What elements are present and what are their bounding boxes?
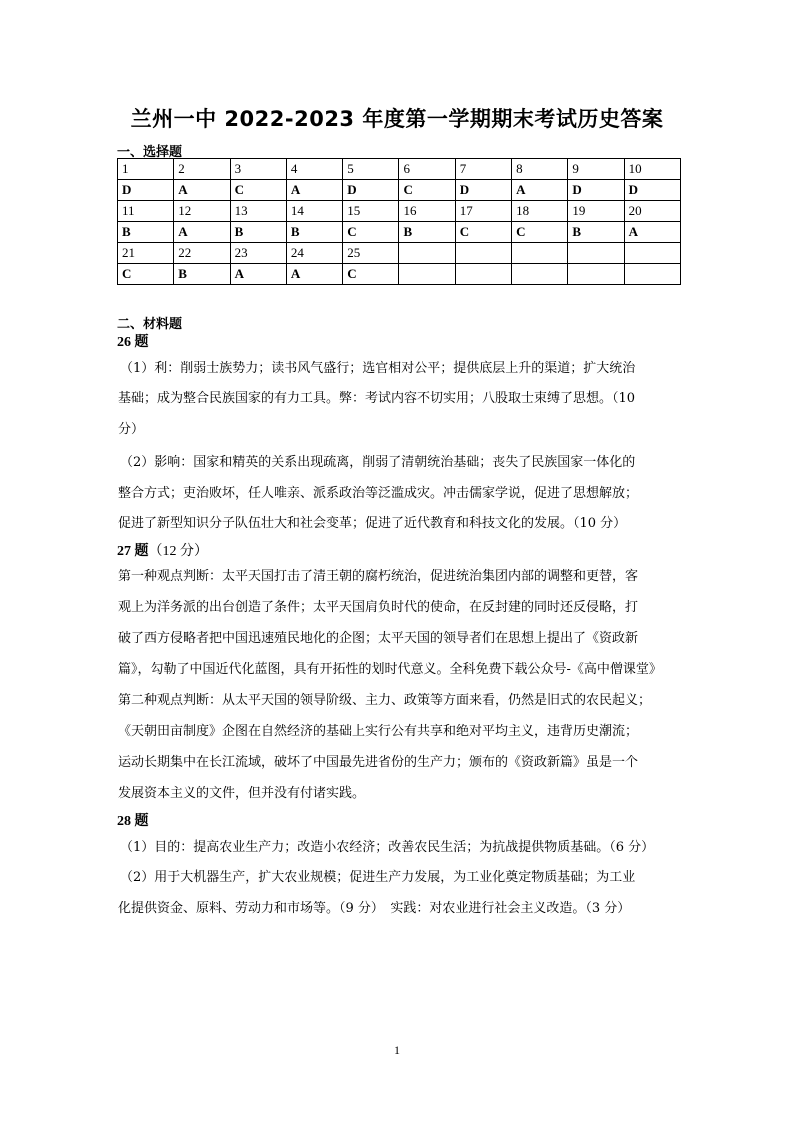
- answer-cell: [455, 264, 511, 285]
- q27-line: 破了西方侵略者把中国迅速殖民地化的企图；太平天国的领导者们在思想上提出了《资政新: [118, 631, 639, 646]
- answer-cell: B: [118, 222, 174, 243]
- answer-cell: B: [230, 222, 286, 243]
- answer-cell: A: [624, 222, 680, 243]
- answer-cell: A: [230, 264, 286, 285]
- question-26-label: 26 题: [117, 335, 149, 350]
- answer-cell: C: [455, 222, 511, 243]
- question-number-cell: [624, 243, 680, 264]
- section-heading-choice: 一、选择题: [117, 145, 183, 160]
- answer-cell: C: [343, 264, 399, 285]
- question-number-row: [118, 159, 681, 180]
- answer-cell: D: [568, 180, 624, 201]
- question-number-row: [118, 243, 681, 264]
- q27-line: 第二种观点判断：从太平天国的领导阶级、主力、政策等方面来看，仍然是旧式的农民起义；: [118, 693, 652, 708]
- question-number-cell: 16: [399, 201, 455, 222]
- question-27-label: [117, 540, 208, 560]
- question-number-cell: 17: [455, 201, 511, 222]
- question-number-cell: 12: [174, 201, 230, 222]
- question-number-cell: 25: [343, 243, 399, 264]
- q26-line: （2）影响：国家和精英的关系出现疏离，削弱了清朝统治基础；丧失了民族国家一体化的: [120, 455, 636, 470]
- question-number-cell: 14: [286, 201, 342, 222]
- question-number-cell: 8: [512, 159, 568, 180]
- answer-cell: C: [399, 180, 455, 201]
- question-number-cell: 5: [343, 159, 399, 180]
- answer-cell: B: [286, 222, 342, 243]
- q27-line: 发展资本主义的文件，但并没有付诸实践。: [118, 786, 366, 801]
- question-27-number: 27 题: [117, 544, 149, 559]
- answer-cell: C: [343, 222, 399, 243]
- question-number-cell: 9: [568, 159, 624, 180]
- answer-cell: [568, 264, 624, 285]
- answer-cell: D: [624, 180, 680, 201]
- question-number-row: [118, 201, 681, 222]
- q27-line: 篇》，勾勒了中国近代化蓝图，具有开拓性的划时代意义。全科免费下载公众号-《高中僧课堂》: [118, 662, 662, 677]
- q28-line: （1）目的：提高农业生产力；改造小农经济；改善农民生活；为抗战提供物质基础。（6 分）: [120, 840, 655, 855]
- question-27-score: （12 分）: [148, 544, 208, 559]
- question-28-label: 28 题: [117, 814, 149, 829]
- q27-line: 观上为洋务派的出台创造了条件；太平天国肩负时代的使命，在反封建的同时还反侵略，打: [118, 600, 639, 615]
- answer-cell: C: [230, 180, 286, 201]
- q26-line: 整合方式；吏治败坏，任人唯亲、派系政治等泛滥成灾。冲击儒家学说，促进了思想解放；: [118, 486, 639, 501]
- answer-table: [117, 158, 681, 285]
- question-number-cell: 11: [118, 201, 174, 222]
- question-number-cell: 10: [624, 159, 680, 180]
- answer-letter-row: [118, 264, 681, 285]
- q28-line: （2）用于大机器生产，扩大农业规模；促进生产力发展，为工业化奠定物质基础；为工业: [120, 870, 636, 885]
- answer-cell: B: [174, 264, 230, 285]
- q28-line: 化提供资金、原料、劳动力和市场等。（9 分） 实践：对农业进行社会主义改造。（3 分）: [118, 901, 631, 916]
- question-number-cell: 2: [174, 159, 230, 180]
- section-heading-material: 二、材料题: [117, 317, 183, 332]
- page-number: 1: [394, 1043, 400, 1057]
- answer-cell: B: [568, 222, 624, 243]
- question-number-cell: [568, 243, 624, 264]
- question-number-cell: 6: [399, 159, 455, 180]
- question-number-cell: 7: [455, 159, 511, 180]
- answer-cell: A: [286, 180, 342, 201]
- answer-cell: [512, 264, 568, 285]
- question-number-cell: [399, 243, 455, 264]
- q26-line: 分）: [118, 422, 145, 437]
- q27-line: 运动长期集中在长江流域，破坏了中国最先进省份的生产力；颁布的《资政新篇》虽是一个: [118, 755, 639, 770]
- question-number-cell: [455, 243, 511, 264]
- question-number-cell: 13: [230, 201, 286, 222]
- question-number-cell: 19: [568, 201, 624, 222]
- page-title: 兰州一中 2022-2023 年度第一学期期末考试历史答案: [130, 107, 664, 131]
- q27-line: 《天朝田亩制度》企图在自然经济的基础上实行公有共享和绝对平均主义，违背历史潮流；: [118, 724, 639, 739]
- answer-cell: [624, 264, 680, 285]
- question-number-cell: [512, 243, 568, 264]
- q26-line: （1）利：削弱士族势力；读书风气盛行；选官相对公平；提供底层上升的渠道；扩大统治: [120, 361, 636, 376]
- answer-cell: A: [512, 180, 568, 201]
- question-number-cell: 24: [286, 243, 342, 264]
- answer-cell: B: [399, 222, 455, 243]
- answer-letter-row: [118, 222, 681, 243]
- question-number-cell: 22: [174, 243, 230, 264]
- question-number-cell: 4: [286, 159, 342, 180]
- answer-cell: C: [512, 222, 568, 243]
- question-number-cell: 3: [230, 159, 286, 180]
- answer-letter-row: [118, 180, 681, 201]
- question-number-cell: 21: [118, 243, 174, 264]
- question-number-cell: 1: [118, 159, 174, 180]
- answer-cell: A: [286, 264, 342, 285]
- answer-cell: D: [455, 180, 511, 201]
- q26-line: 促进了新型知识分子队伍壮大和社会变革；促进了近代教育和科技文化的发展。（10 分）: [118, 516, 627, 531]
- answer-cell: C: [118, 264, 174, 285]
- q27-line: 第一种观点判断：太平天国打击了清王朝的腐朽统治，促进统治集团内部的调整和更替，客: [118, 569, 639, 584]
- q26-line: 基础；成为整合民族国家的有力工具。弊：考试内容不切实用；八股取士束缚了思想。（10: [118, 391, 636, 406]
- question-number-cell: 18: [512, 201, 568, 222]
- answer-cell: A: [174, 180, 230, 201]
- question-number-cell: 20: [624, 201, 680, 222]
- answer-cell: D: [343, 180, 399, 201]
- answer-cell: D: [118, 180, 174, 201]
- answer-cell: [399, 264, 455, 285]
- question-number-cell: 15: [343, 201, 399, 222]
- answer-cell: A: [174, 222, 230, 243]
- question-number-cell: 23: [230, 243, 286, 264]
